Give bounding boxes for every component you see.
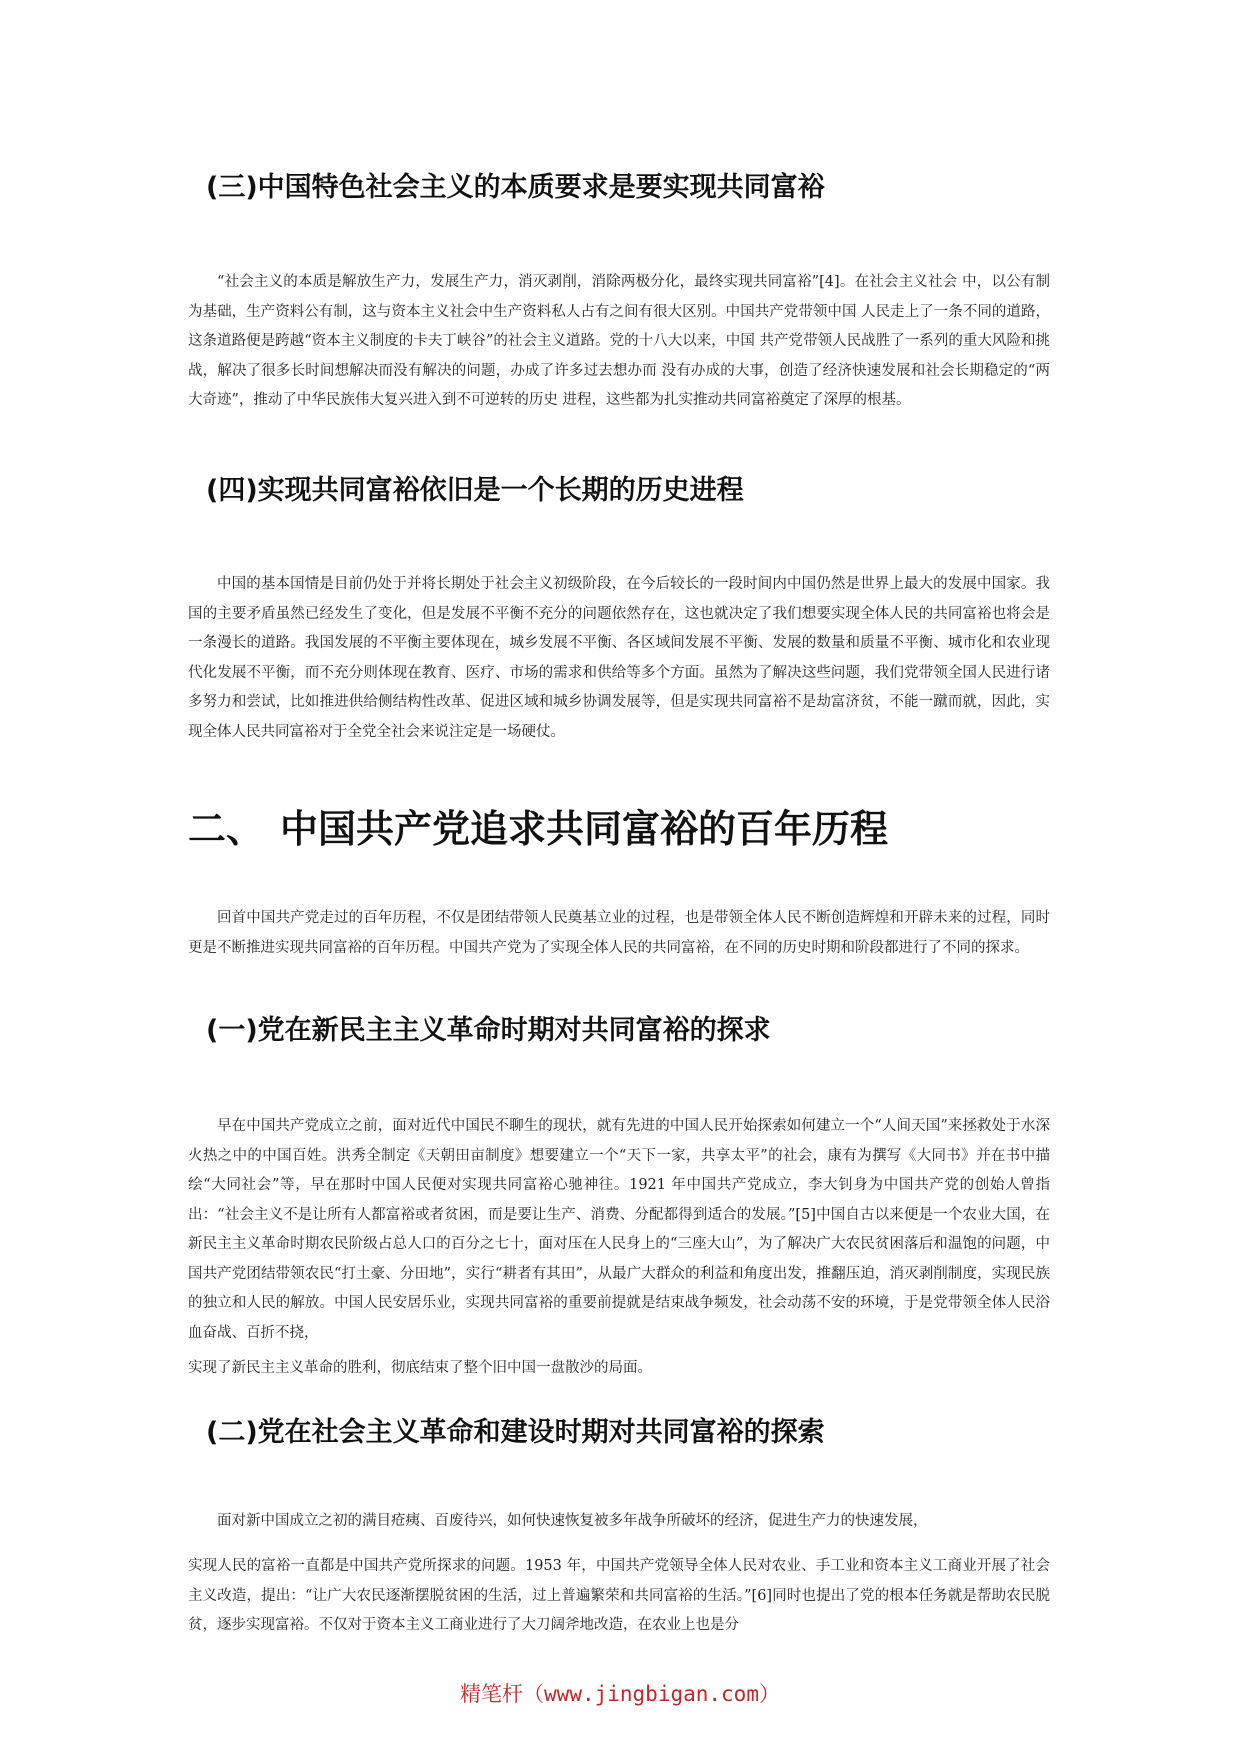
chapter-number: 二、 — [188, 807, 265, 851]
section-heading-san: (三)中国特色社会主义的本质要求是要实现共同富裕 — [206, 172, 825, 203]
chapter-heading — [188, 798, 888, 853]
paragraph-si: 中国的基本国情是目前仍处于并将长期处于社会主义初级阶段，在今后较长的一段时间内中国仍然是世界上最大的发展中国家。我国的主要矛盾虽然已经发生了变化，但是发展不平衡不充分的问题依然存在，这也就决定了我们想要实现全体人民的共同富裕也将会是一条漫长的道路。我国发展的不平衡主要体现在，城乡发展不平衡、各区域间发展不平衡、发展的数量和质量不平衡、城市化和农业现代化发展不平衡，而不充分则体现在教育、医疗、市场的需求和供给等多个方面。虽然为了解决这些问题，我们党带领全国人民进行诸多努力和尝试，比如推进供给侧结构性改革、促进区域和城乡协调发展等，但是实现共同富裕不是劫富济贫，不能一蹴而就，因此，实现全体人民共同富裕对于全党全社会来说注定是一场硬仗。 — [188, 576, 1050, 740]
paragraph-san: “社会主义的本质是解放生产力，发展生产力，消灭剥削，消除两极分化，最终实现共同富裕”[4]。在社会主义社会 中，以公有制为基础，生产资料公有制，这与资本主义社会中生产资料私人占有之间有很大区别。中国共产党带领中国 人民走上了一条不同的道路，这条道路便是跨越“资本主义制度的卡夫丁峡谷”的社会主义道路。党的十八大以来，中国 共产党带领人民战胜了一系列的重大风险和挑战，解决了很多长时间想解决而没有解决的问题，办成了许多过去想办而 没有办成的大事，创造了经济快速发展和社会长期稳定的“两大奇迹”，推动了中华民族伟大复兴进入到不可逆转的历史 进程，这些都为扎实推动共同富裕奠定了深厚的根基。 — [188, 274, 1050, 408]
paragraph-yi-continued: 实现了新民主主义革命的胜利，彻底结束了整个旧中国一盘散沙的局面。 — [188, 1360, 652, 1376]
section-heading-yi: (一)党在新民主主义革命时期对共同富裕的探求 — [206, 1015, 771, 1046]
footer-watermark: 精笔杆（www.jingbigan.com） — [460, 1682, 780, 1706]
paragraph-yi: 早在中国共产党成立之前，面对近代中国民不聊生的现状，就有先进的中国人民开始探索如何建立一个“人间天国”来拯救处于水深火热之中的中国百姓。洪秀全制定《天朝田亩制度》想要建立一个“天下一家，共享太平”的社会，康有为撰写《大同书》并在书中描绘“大同社会”等，早在那时中国人民便对实现共同富裕心驰神往。1921 年中国共产党成立，李大钊身为中国共产党的创始人曾指出：“社会主义不是让所有人都富裕或者贫困，而是要让生产、消费、分配都得到适合的发展。”[5]中国自古以来便是一个农业大国，在新民主主义革命时期农民阶级占总人口的百分之七十，面对压在人民身上的“三座大山”，为了解决广大农民贫困落后和温饱的问题，中国共产党团结带领农民“打土豪、分田地”，实行“耕者有其田”，从最广大群众的利益和角度出发，推翻压迫，消灭剥削制度，实现民族的独立和人民的解放。中国人民安居乐业，实现共同富裕的重要前提就是结束战争频发，社会动荡不安的环境，于是党带领全体人民浴血奋战、百折不挠， — [188, 1118, 1050, 1341]
paragraph-main: 回首中国共产党走过的百年历程，不仅是团结带领人民奠基立业的过程，也是带领全体人民不断创造辉煌和开辟未来的过程，同时更是不断推进实现共同富裕的百年历程。中国共产党为了实现全体人民的共同富裕，在不同的历史时期和阶段都进行了不同的探求。 — [188, 910, 1050, 956]
paragraph-er-continued: 实现人民的富裕一直都是中国共产党所探求的问题。1953 年，中国共产党领导全体人民对农业、手工业和资本主义工商业开展了社会主义改造，提出：“让广大农民逐渐摆脱贫困的生活，过上普遍繁荣和共同富裕的生活。”[6]同时也提出了党的根本任务就是帮助农民脱贫，逐步实现富裕。不仅对于资本主义工商业进行了大刀阔斧地改造，在农业上也是分 — [188, 1558, 1050, 1633]
section-heading-er: (二)党在社会主义革命和建设时期对共同富裕的探索 — [206, 1417, 825, 1448]
paragraph-er: 面对新中国成立之初的满目疮痍、百废待兴，如何快速恢复被多年战争所破坏的经济，促进生产力的快速发展， — [217, 1513, 928, 1529]
section-heading-si: (四)实现共同富裕依旧是一个长期的历史进程 — [206, 475, 744, 506]
chapter-title: 中国共产党追求共同富裕的百年历程 — [280, 807, 889, 851]
